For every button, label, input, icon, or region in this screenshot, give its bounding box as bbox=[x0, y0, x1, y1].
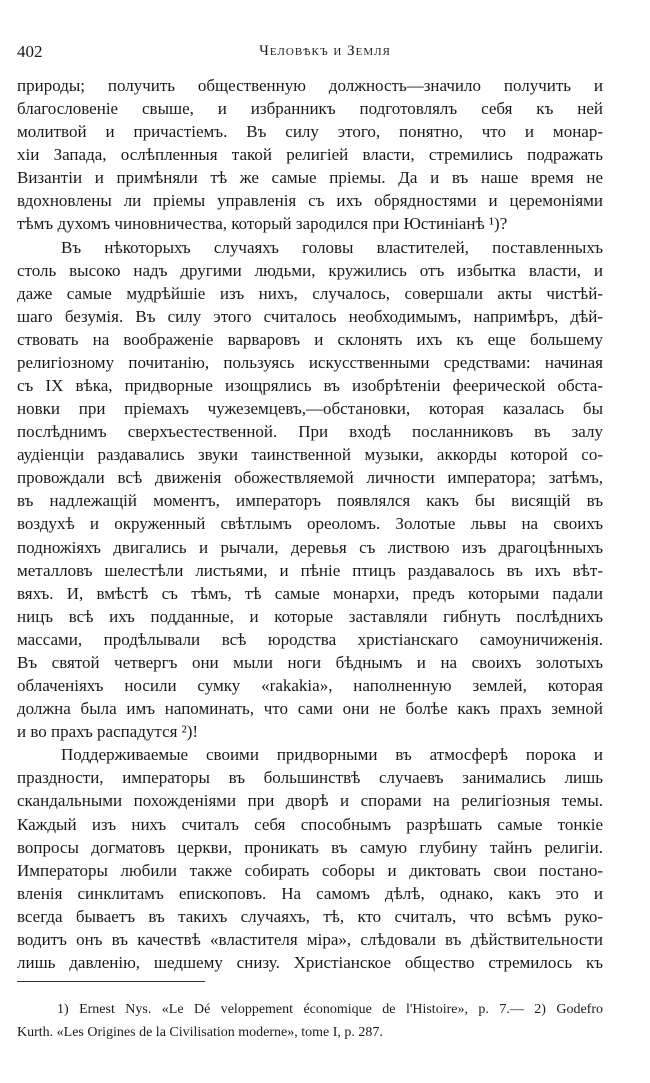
text-line: природы; получить общественную должность—значило получить и bbox=[17, 76, 603, 95]
text-line: праздности, императоры въ большинствѣ случаевъ занимались лишь bbox=[17, 768, 603, 788]
text-line: скандальными похожденіями при дворѣ и спорами на религіозныя темы. bbox=[17, 791, 603, 811]
text-line: съ IX вѣка, придворные изощрялись въ изобрѣтеніи феерической обста- bbox=[17, 376, 603, 396]
text-line: облаченіяхъ носили сумку «rakakia», наполненную землей, которая bbox=[17, 676, 603, 696]
text-line: лишь давленію, шедшему снизу. Христіанское общество стремилось къ bbox=[17, 952, 603, 972]
text-line: ствовать на воображеніе варваровъ и склонять ихъ къ еще большему bbox=[17, 329, 603, 349]
text-line: новки при пріемахъ чужеземцевъ,—обстановки, которая казалась бы bbox=[17, 399, 603, 419]
text-line: послѣднимъ сверхъестественной. При входѣ посланниковъ въ залу bbox=[17, 422, 603, 442]
text-line: вленія синклитамъ епископовъ. На самомъ дѣлѣ, однако, какъ это и bbox=[17, 883, 603, 903]
text-line: подножіяхъ двигались и рычали, деревья съ листвою изъ драгоцѣнныхъ bbox=[17, 537, 603, 557]
footnote-divider bbox=[17, 981, 205, 982]
text-line: вдохновлены ли пріемы управленія съ ихъ обрядностями и церемоніями bbox=[17, 191, 603, 211]
text-line: Византіи и примѣняли тѣ же самые пріемы. Да и въ наше время не bbox=[17, 168, 603, 188]
text-line: шаго безумія. Въ силу этого считалось необходимымъ, напримѣръ, дѣй- bbox=[17, 306, 603, 326]
text-line: водитъ онъ въ качествѣ «властителя міра», слѣдовали въ дѣйствительности bbox=[17, 929, 603, 949]
text-line: воздухѣ и окруженный свѣтлымъ ореоломъ. Золотые львы на своихъ bbox=[17, 514, 603, 534]
text-line: религіозному почитанію, пользуясь искусственными средствами: начиная bbox=[17, 352, 603, 372]
text-line: Каждый изъ нихъ считалъ себя способнымъ разрѣшать самые тонкіе bbox=[17, 814, 603, 834]
text-line: провождали всѣ движенія обожествляемой личности императора; затѣмъ, bbox=[17, 468, 603, 488]
paragraph bbox=[17, 236, 603, 744]
text-line: всегда бываетъ въ такихъ случаяхъ, тѣ, кто считалъ, что всѣмъ руко- bbox=[17, 906, 603, 926]
text-line: металловъ шелестѣли листьями, и пѣніе птицъ раздавалось въ ихъ вѣт- bbox=[17, 560, 603, 580]
page-number: 402 bbox=[17, 42, 43, 61]
text-line: вопросы догматовъ церкви, проникать въ самую глубину тайнъ религіи. bbox=[17, 837, 603, 857]
text-line: аудіенціи раздавались звуки таинственной музыки, аккорды которой со- bbox=[17, 445, 603, 465]
text-line: столь высоко надъ другими людьми, кружились отъ избытка власти, и bbox=[17, 260, 603, 280]
text-line: массами, продѣлывали всѣ юродства христіанскаго самоуничиженія. bbox=[17, 629, 603, 649]
footnotes bbox=[17, 998, 603, 1044]
text-line: молитвой и причастіемъ. Въ силу этого, понятно, что и монар- bbox=[17, 122, 603, 142]
text-line: ницъ всѣ ихъ подданные, и которые заставляли гибнуть послѣднихъ bbox=[17, 606, 603, 626]
text-line: вяхъ. И, вмѣстѣ съ тѣмъ, тѣ самые монархи, предъ которыми падали bbox=[17, 583, 603, 603]
paragraph bbox=[17, 74, 603, 236]
page-body bbox=[17, 74, 603, 974]
text-line: въ надлежащій моментъ, императоръ появлялся какъ бы висящій въ bbox=[17, 491, 603, 511]
footnote-line: Kurth. «Les Origines de la Civilisation moderne», tome I, p. 287. bbox=[17, 1025, 383, 1040]
paragraph bbox=[17, 743, 603, 974]
running-title: Человѣкъ и Земля bbox=[259, 43, 391, 59]
text-line: Въ святой четвергъ они мыли ноги бѣднымъ и на своихъ золотыхъ bbox=[17, 652, 603, 672]
text-line: хіи Запада, ослѣпленныя такой религіей власти, стремились подражать bbox=[17, 145, 603, 165]
text-line: и во прахъ распадутся ²)! bbox=[17, 722, 199, 742]
text-line: Императоры любили также собирать соборы и диктовать свои постано- bbox=[17, 860, 603, 880]
text-line: должна была имъ напоминать, что сами они не болѣе какъ прахъ земной bbox=[17, 699, 603, 719]
text-line: Въ нѣкоторыхъ случаяхъ головы властителей, поставленныхъ bbox=[61, 237, 603, 257]
text-line: благословеніе свыше, и избранникъ подготовлялъ себя къ ней bbox=[17, 99, 603, 119]
text-line: Поддерживаемые своими придворными въ атмосферѣ порока и bbox=[61, 745, 603, 765]
footnote-line: 1) Ernest Nys. «Le Dé veloppement économique de l'Histoire», p. 7.— 2) Godefro bbox=[57, 1002, 603, 1017]
text-line: тѣмъ духомъ чиновничества, который зародился при Юстиніанѣ ¹)? bbox=[17, 214, 508, 234]
text-line: даже самые мудрѣйшіе изъ нихъ, случалось, совершали акты чистѣй- bbox=[17, 283, 603, 303]
